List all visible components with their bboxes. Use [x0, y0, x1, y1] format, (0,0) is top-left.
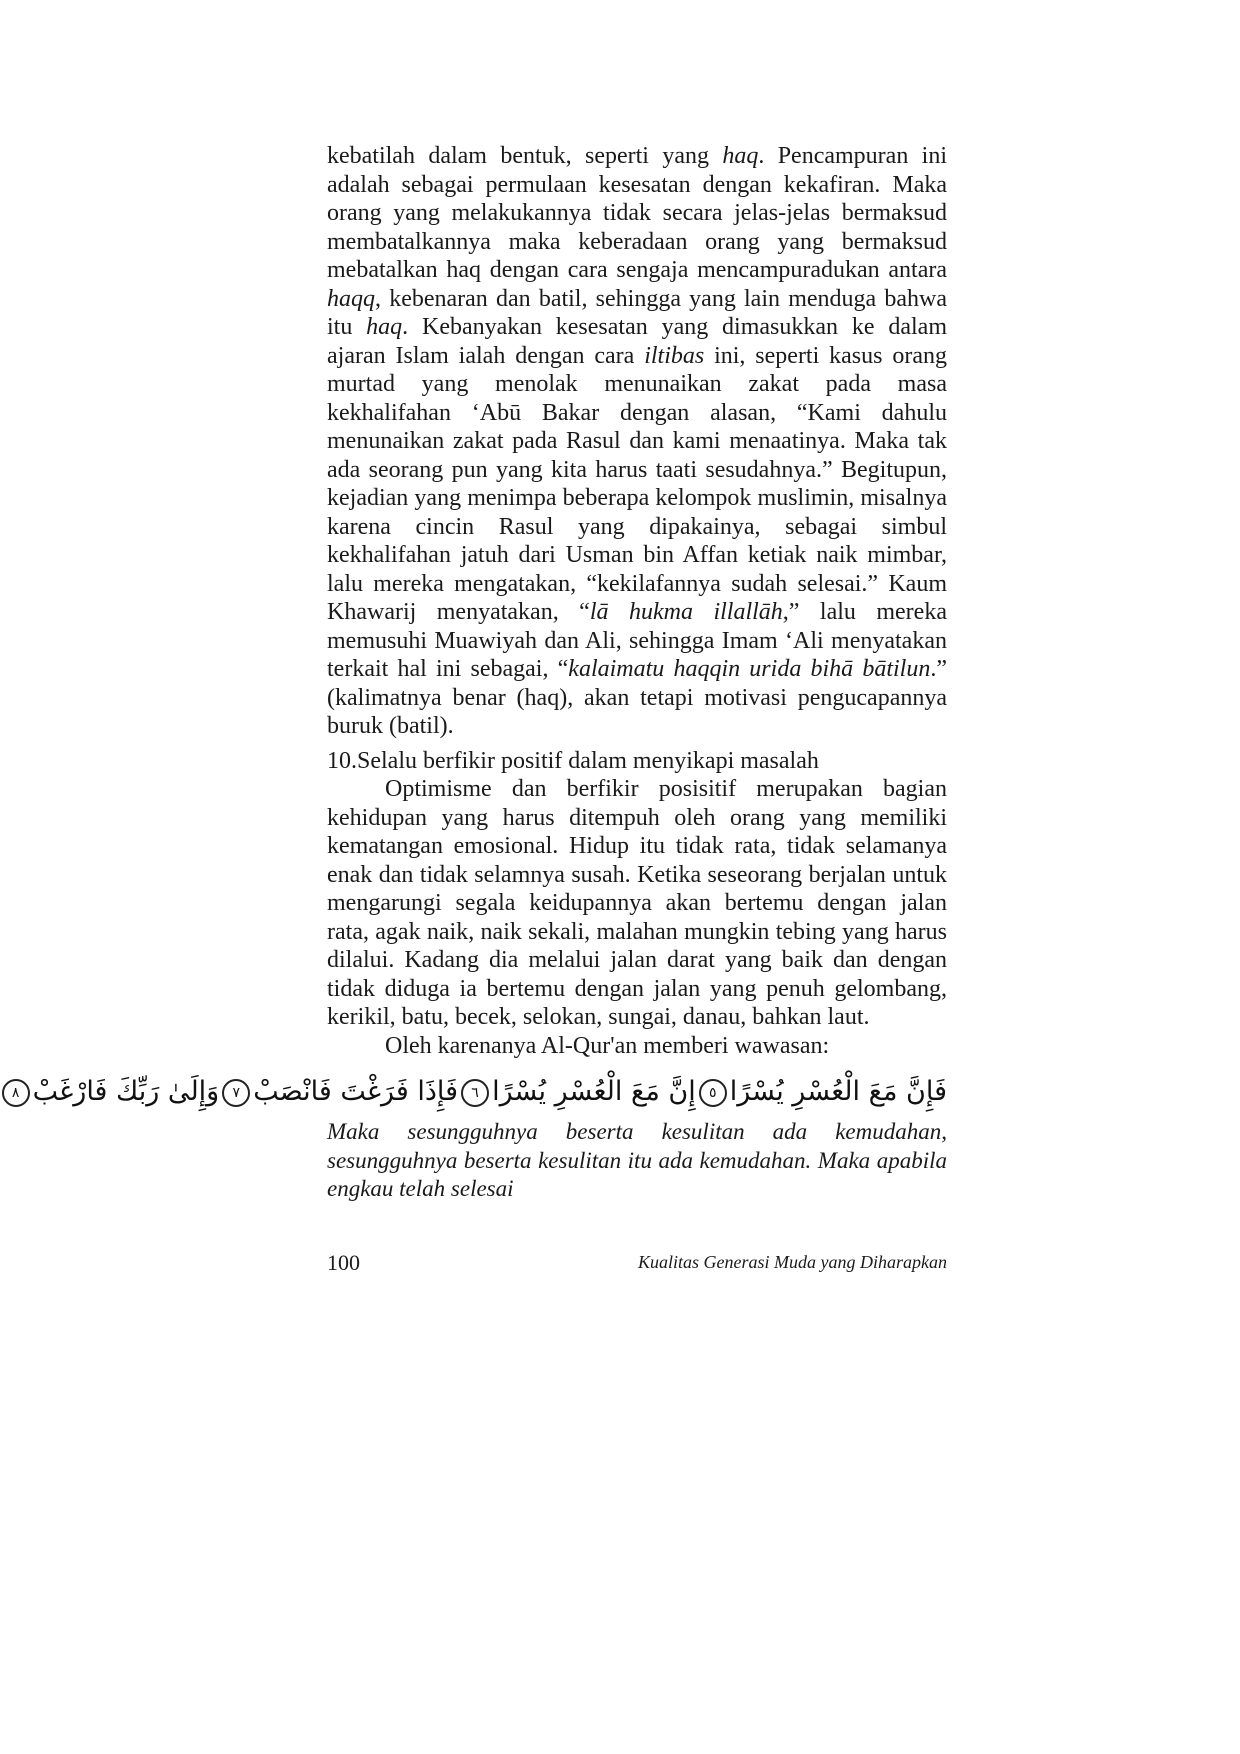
verse-5-text: فَإِنَّ مَعَ الْعُسْرِ يُسْرًا — [729, 1076, 947, 1107]
italic-term: haqq — [327, 285, 375, 312]
page-footer — [327, 1250, 947, 1280]
text-run: ,” lalu mereka memusuhi Muawiyah dan Ali, sehingga Imam ‘Ali menyatakan terkait hal ini sebagai, “ — [327, 599, 947, 682]
text-run: ini, seperti kasus orang murtad yang menolak menunaikan zakat pada masa kekhalifahan ‘Abū Bakar dengan alasan, “Kami dahulu menunaikan zakat pada Rasul dan kami menaatinya. Maka tak ada seorang pun yang kita harus taati sesudahnya.” Begitupun, kejadian yang menimpa beberapa kelompok muslimin, misalnya karena cincin Rasul yang dipakainya, sebagai simbul kekhalifahan jatuh dari Usman bin Affan ketiak naik mimbar, lalu mereka mengatakan, “kekilafannya sudah selesai.” Kaum Khawarij menyatakan, “ — [327, 342, 947, 625]
page-number: 100 — [327, 1250, 360, 1275]
body-paragraph-2: Optimisme dan berfikir posisitif merupakan bagian kehidupan yang harus ditempuh oleh orang yang memiliki kematangan emosional. Hidup itu tidak rata, tidak selamanya enak dan tidak selamnya susah. Ketika seseorang berjalan untuk mengarungi segala keidupannya akan bertemu dengan jalan rata, agak naik, naik sekali, malahan mungkin tebing yang harus dilalui. Kadang dia melalui jalan darat yang baik dan dengan tidak diduga ia bertemu dengan jalan yang penuh gelombang, kerikil, batu, becek, selokan, sungai, danau, bahkan laut. — [327, 776, 947, 1030]
page-content — [11, 142, 948, 1204]
verse-translation: Maka sesungguhnya beserta kesulitan ada kemudahan, sesungguhnya beserta kesulitan itu ada kemudahan. Maka apabila engkau telah selesai — [327, 1119, 947, 1201]
running-title: Kualitas Generasi Muda yang Diharapkan — [638, 1252, 947, 1272]
text-run: . Pencampuran ini adalah sebagai permulaan kesesatan dengan kekafiran. Maka orang yang melakukannya tidak secara jelas-jelas bermaksud membatalkannya maka keberadaan orang yang bermaksud mebatalkan haq dengan cara sengaja mencampuradukan antara — [327, 143, 948, 283]
body-paragraph-1 — [327, 142, 947, 741]
text-run: .” (kalimatnya benar (haq), akan tetapi motivasi pengucapannya buruk (batil). — [327, 656, 947, 739]
verse-5-marker: ٥ — [699, 1079, 727, 1107]
quran-verse-line — [11, 1072, 947, 1112]
italic-term: haq — [722, 143, 759, 169]
text-run: , kebenaran dan batil, sehingga yang lain menduga bahwa itu — [327, 285, 947, 340]
verse-7-marker: ٧ — [222, 1079, 250, 1107]
verse-7-text: فَإِذَا فَرَغْتَ فَانْصَبْ — [253, 1076, 459, 1107]
text-run: . Kebanyakan kesesatan yang dimasukkan ke dalam ajaran Islam ialah dengan cara — [327, 314, 947, 369]
italic-term: kalaimatu haqqin urida bihā bātilun — [568, 656, 931, 682]
verse-6-text: إِنَّ مَعَ الْعُسْرِ يُسْرًا — [492, 1076, 696, 1107]
italic-term: iltibas — [644, 342, 705, 369]
verse-8-marker: ٨ — [2, 1079, 30, 1107]
body-paragraph-3: Oleh karenanya Al-Qur'an memberi wawasan: — [385, 1032, 830, 1059]
text-run: kebatilah dalam bentuk, seperti yang — [327, 143, 723, 169]
verse-6-marker: ٦ — [461, 1079, 489, 1107]
section-heading: 10.Selalu berfikir positif dalam menyikapi masalah — [327, 747, 819, 774]
italic-term: haq — [366, 314, 403, 340]
verse-8-text: وَإِلَىٰ رَبِّكَ فَارْغَبْ — [32, 1076, 220, 1107]
italic-term: lā hukma illallāh — [589, 599, 783, 625]
